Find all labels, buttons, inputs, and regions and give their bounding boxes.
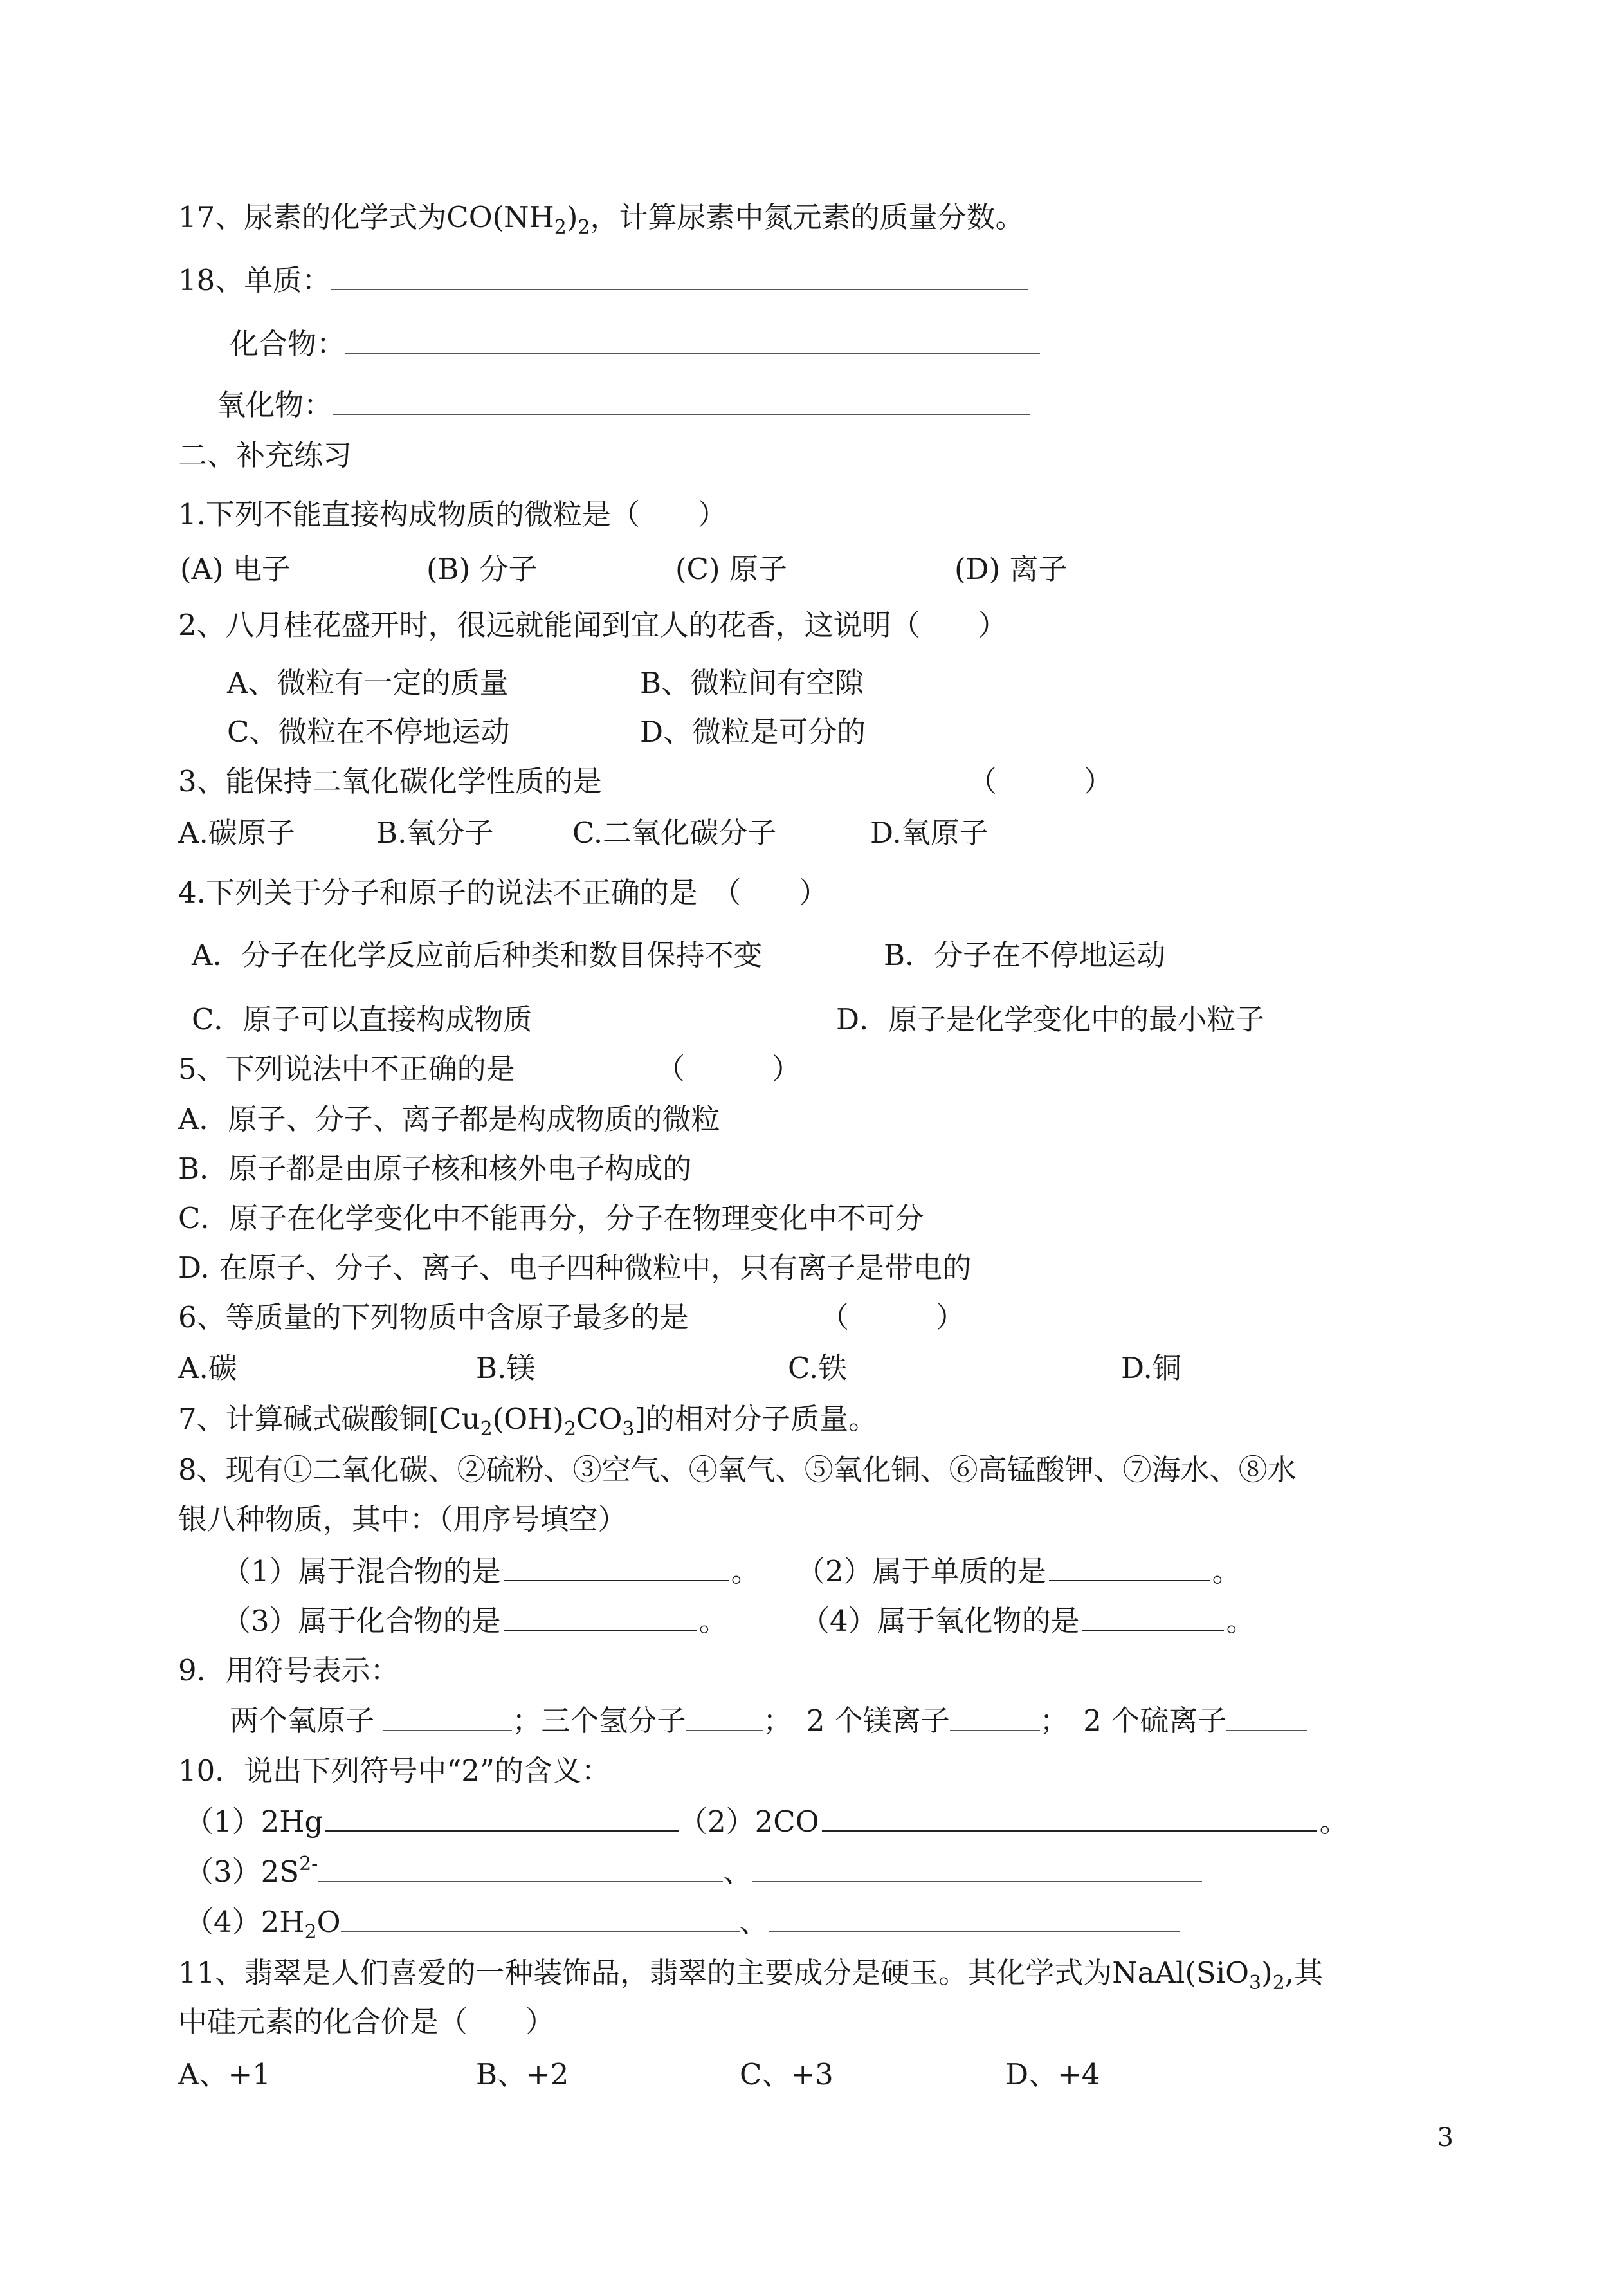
- question-6-option-b: B.镁: [476, 1351, 536, 1385]
- question-10-item-4: $(4)2H_2O$ 、: [185, 1903, 1180, 1942]
- question-2-option-b: B、微粒间有空隙: [640, 666, 864, 700]
- question-5-option-a: A．原子、分子、离子都是构成物质的微粒: [178, 1102, 720, 1136]
- question-9-items: 两个氧原子 ；三个氢分子 ； 2 个镁离子 ； 2 个硫离子: [230, 1702, 1307, 1740]
- page-number: 3: [1437, 2123, 1453, 2153]
- question-1-option-c: (C) 原子: [675, 552, 787, 586]
- question-1-option-b: (B) 分子: [426, 552, 538, 586]
- question-6-option-c: C.铁: [788, 1351, 848, 1385]
- question-3-paren: （ ）: [968, 764, 1113, 798]
- question-11-line1: 11、翡翠是人们喜爱的一种装饰品，翡翠的主要成分是硬玉。其化学式为$NaAl(SiO_3)_2$,其: [178, 1956, 1324, 1994]
- question-8-line2: 银八种物质，其中：（用序号填空）: [178, 1502, 627, 1536]
- question-4-option-d: D．原子是化学变化中的最小粒子: [836, 1002, 1265, 1036]
- question-17: 17、尿素的化学式为$CO(NH_2)_2$，计算尿素中氮元素的质量分数。: [178, 200, 1025, 239]
- question-8-line1: 8、现有①二氧化碳、②硫粉、③空气、④氧气、⑤氧化铜、⑥高锰酸钾、⑦海水、⑧水: [178, 1453, 1297, 1487]
- question-2-option-c: C、微粒在不停地运动: [227, 715, 510, 749]
- question-1-stem: 1.下列不能直接构成物质的微粒是（ ）: [178, 497, 727, 531]
- question-10-stem: 10．说出下列符号中“2”的含义：: [178, 1754, 610, 1788]
- question-18-compound: 化合物：: [230, 325, 1040, 363]
- question-10-item-2: （2）2CO 。: [679, 1805, 1349, 1839]
- question-6-option-a: A.碳: [178, 1351, 237, 1385]
- question-10-item-1: （1）2Hg: [185, 1803, 682, 1841]
- question-2-stem: 2、八月桂花盛开时，很远就能闻到宜人的花香，这说明（ ）: [178, 608, 1007, 642]
- question-8-item-4: （4）属于氧化物的是 。: [801, 1604, 1255, 1638]
- question-4-option-c: C．原子可以直接构成物质: [192, 1002, 533, 1036]
- question-3-option-b: B.氧分子: [376, 816, 494, 850]
- question-8-item-1: （1）属于混合物的是 。: [222, 1554, 760, 1588]
- question-6-option-d: D.铜: [1121, 1351, 1181, 1385]
- question-2-option-d: D、微粒是可分的: [640, 715, 866, 749]
- question-6-paren: （ ）: [820, 1300, 965, 1334]
- question-11-option-c: C、+3: [740, 2057, 834, 2091]
- question-2-option-a: A、微粒有一定的质量: [227, 666, 509, 700]
- section-title: 二、补充练习: [178, 438, 352, 472]
- question-3-option-d: D.氧原子: [870, 816, 989, 850]
- question-5-option-c: C．原子在化学变化中不能再分，分子在物理变化中不可分: [178, 1201, 924, 1235]
- question-11-option-b: B、+2: [476, 2057, 569, 2091]
- question-4-stem: 4.下列关于分子和原子的说法不正确的是 （ ）: [178, 876, 828, 910]
- question-1-option-d: (D) 离子: [954, 552, 1068, 586]
- question-5-stem: 5、下列说法中不正确的是: [178, 1052, 515, 1086]
- question-11-option-d: D、+4: [1005, 2057, 1100, 2091]
- question-3-option-c: C.二氧化碳分子: [572, 816, 777, 850]
- question-4-option-a: A．分子在化学反应前后种类和数目保持不变: [192, 938, 763, 972]
- question-11-line2: 中硅元素的化合价是（ ）: [178, 2005, 555, 2039]
- question-8-item-3: （3）属于化合物的是 。: [222, 1604, 728, 1638]
- question-1-option-a: (A) 电子: [180, 552, 291, 586]
- question-5-option-d: D. 在原子、分子、离子、电子四种微粒中，只有离子是带电的: [178, 1251, 972, 1285]
- question-8-item-2: （2）属于单质的是 。: [796, 1554, 1241, 1588]
- question-9-stem: 9．用符号表示：: [178, 1653, 399, 1687]
- question-5-option-b: B．原子都是由原子核和核外电子构成的: [178, 1152, 692, 1186]
- question-18-element: 18、单质：: [178, 261, 1028, 300]
- question-6-stem: 6、等质量的下列物质中含原子最多的是: [178, 1300, 689, 1334]
- question-7: 7、计算碱式碳酸铜$[Cu_2(OH)_2CO_3]$的相对分子质量。: [178, 1402, 878, 1440]
- question-11-option-a: A、+1: [178, 2057, 271, 2091]
- question-3-option-a: A.碳原子: [178, 816, 295, 850]
- question-18-oxide: 氧化物：: [217, 386, 1030, 425]
- question-5-paren: （ ）: [656, 1052, 801, 1086]
- question-4-option-b: B．分子在不停地运动: [884, 938, 1166, 972]
- question-10-item-3: $(3)2S^{2-}$ 、: [185, 1853, 1202, 1891]
- question-3-stem: 3、能保持二氧化碳化学性质的是: [178, 764, 602, 798]
